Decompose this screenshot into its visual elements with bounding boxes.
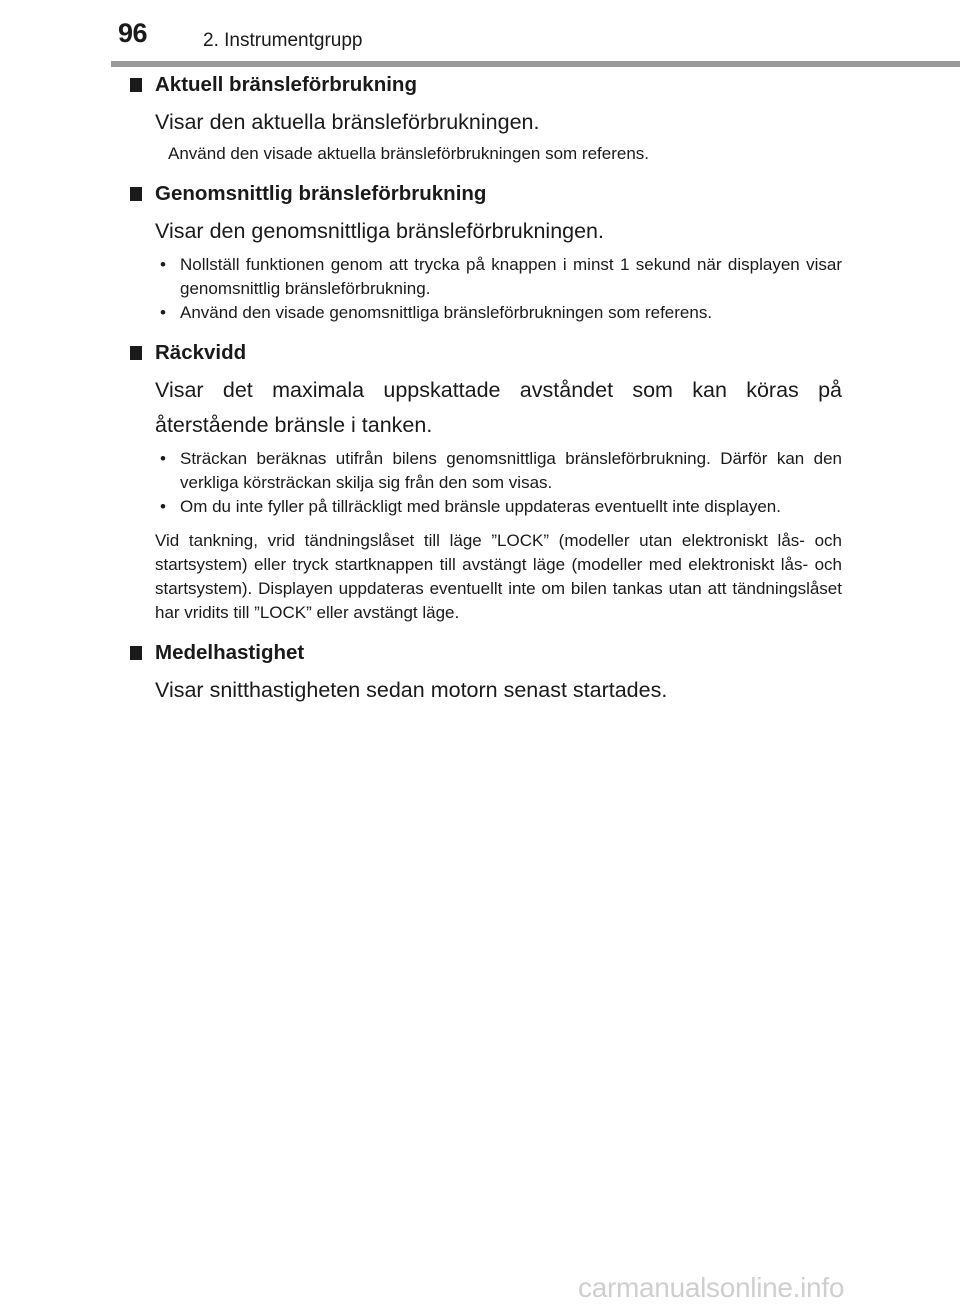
list-item	[160, 495, 842, 519]
list-item-text: Nollställ funktionen genom att trycka på knappen i minst 1 sekund när displayen visar genomsnittlig bränsleförbrukning.	[180, 255, 842, 298]
section-lead: Visar det maximala uppskattade avståndet som kan köras på återstående bränsle i tanken.	[155, 378, 842, 437]
watermark: carmanualsonline.info	[578, 1272, 845, 1303]
bullet-dot-icon: •	[160, 255, 166, 274]
section-heading-text: Aktuell bränsleförbrukning	[155, 73, 417, 96]
bullet-list	[130, 447, 842, 519]
bullet-list	[130, 253, 842, 325]
section-heading	[130, 180, 842, 208]
list-item-text: Använd den visade genomsnittliga bränsleförbrukningen som referens.	[180, 303, 713, 322]
body-paragraph: Vid tankning, vrid tändningslåset till läge ”LOCK” (modeller utan elektroniskt lås- och startsystem) eller tryck startknappen till avstängt läge (modeller med elektroniskt lås- och startsystem). Displayen uppdateras eventuellt inte om bilen tankas utan att tändningslåset har vridits till ”LOCK” eller avstängt läge.	[155, 531, 842, 622]
section-heading-text: Medelhastighet	[155, 641, 305, 664]
list-item	[160, 253, 842, 301]
section-lead: Visar den genomsnittliga bränsleförbrukningen.	[155, 219, 604, 243]
section-heading	[130, 339, 842, 367]
list-item	[160, 301, 842, 325]
chapter-title: 2. Instrumentgrupp	[203, 30, 363, 51]
list-item-text: Om du inte fyller på tillräckligt med bränsle uppdateras eventuellt inte displayen.	[180, 497, 781, 516]
bullet-dot-icon: •	[160, 497, 166, 516]
section-average-speed	[130, 639, 842, 708]
section-range	[130, 339, 842, 625]
section-heading-text: Räckvidd	[155, 341, 247, 364]
header-rule	[111, 61, 960, 67]
section-heading-text: Genomsnittlig bränsleförbrukning	[155, 182, 487, 205]
page-number: 96	[118, 18, 148, 48]
square-bullet-icon	[130, 78, 142, 92]
square-bullet-icon	[130, 646, 142, 660]
list-item	[160, 447, 842, 495]
section-heading	[130, 639, 842, 667]
list-item-text: Sträckan beräknas utifrån bilens genomsnittliga bränsleförbrukning. Därför kan den verkliga körsträckan skilja sig från den som visas.	[180, 449, 842, 492]
bullet-dot-icon: •	[160, 303, 166, 322]
section-heading	[130, 71, 842, 99]
square-bullet-icon	[130, 346, 142, 360]
section-lead: Visar snitthastigheten sedan motorn senast startades.	[155, 678, 668, 702]
section-current-consumption	[130, 71, 842, 166]
section-average-consumption	[130, 180, 842, 325]
square-bullet-icon	[130, 187, 142, 201]
section-lead: Visar den aktuella bränsleförbrukningen.	[155, 110, 540, 134]
bullet-dot-icon: •	[160, 449, 166, 468]
section-note: Använd den visade aktuella bränsleförbrukningen som referens.	[168, 144, 650, 163]
page-content	[130, 71, 842, 708]
